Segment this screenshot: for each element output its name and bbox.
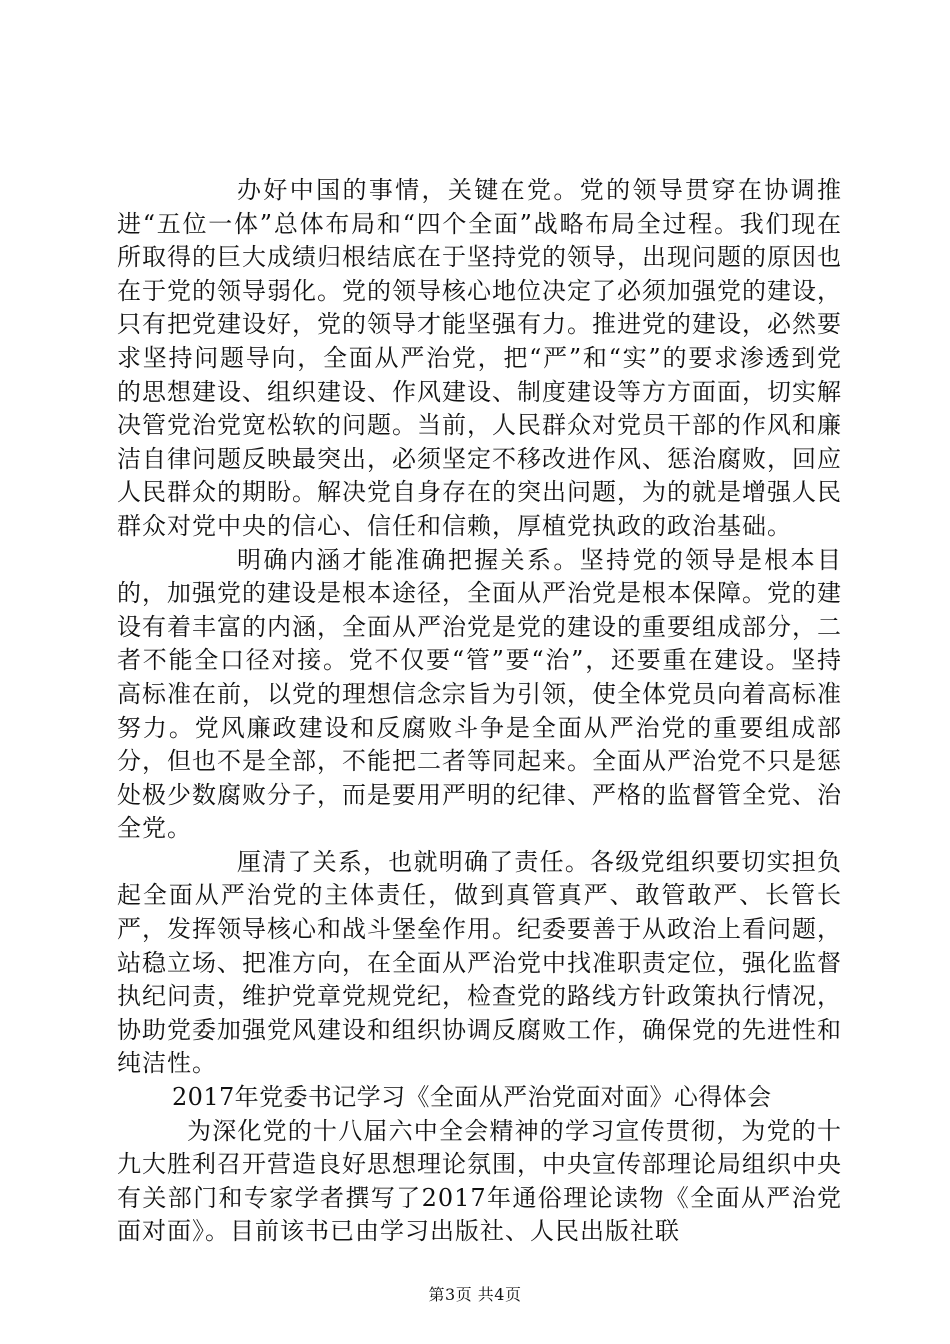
page-number-footer: 第3页 共4页 [428,1285,522,1304]
body-text-upper [117,174,842,1249]
paragraph-book-introduction: 为深化党的十八届六中全会精神的学习宣传贯彻，为党的十九大胜利召开营造良好思想理论氛围，中央宣传部理论局组织中央有关部门和专家学者撰写了2017年通俗理论读物《全面从严治党面对面》。目前该书已由学习出版社、人民出版社联 [117,1116,842,1246]
paragraph-clarify-responsibility: 厘清了关系，也就明确了责任。各级党组织要切实担负起全面从严治党的主体责任，做到真管真严、敢管敢严、长管长严，发挥领导核心和战斗堡垒作用。纪委要善于从政治上看问题，站稳立场、把准方向，在全面从严治党中找准职责定位，强化监督执纪问责，维护党章党规党纪，检查党的路线方针政策执行情况，协助党委加强党风建设和组织协调反腐败工作，确保党的先进性和纯洁性。 [117,847,842,1078]
paragraph-clarify-connotation: 明确内涵才能准确把握关系。坚持党的领导是根本目的，加强党的建设是根本途径，全面从严治党是根本保障。党的建设有着丰富的内涵，全面从严治党是党的建设的重要组成部分，二者不能全口径对接。党不仅要“管”要“治”，还要重在建设。坚持高标准在前，以党的理想信念宗旨为引领，使全体党员向着高标准努力。党风廉政建设和反腐败斗争是全面从严治党的重要组成部分，但也不是全部，不能把二者等同起来。全面从严治党不只是惩处极少数腐败分子，而是要用严明的纪律、严格的监督管全党、治全党。 [117,545,842,843]
paragraph-party-leadership: 办好中国的事情，关键在党。党的领导贯穿在协调推进“五位一体”总体布局和“四个全面”战略布局全过程。我们现在所取得的巨大成绩归根结底在于坚持党的领导，出现问题的原因也在于党的领导弱化。党的领导核心地位决定了必须加强党的建设，只有把党建设好，党的领导才能坚强有力。推进党的建设，必然要求坚持问题导向，全面从严治党，把“严”和“实”的要求渗透到党的思想建设、组织建设、作风建设、制度建设等方方面面，切实解决管党治党宽松软的问题。当前，人民群众对党员干部的作风和廉洁自律问题反映最突出，必须坚定不移改进作风、惩治腐败，回应人民群众的期盼。解决党自身存在的突出问题，为的就是增强人民群众对党中央的信心、信任和信赖，厚植党执政的政治基础。 [117,176,842,540]
article-heading: 2017年党委书记学习《全面从严治党面对面》心得体会 [172,1083,772,1112]
